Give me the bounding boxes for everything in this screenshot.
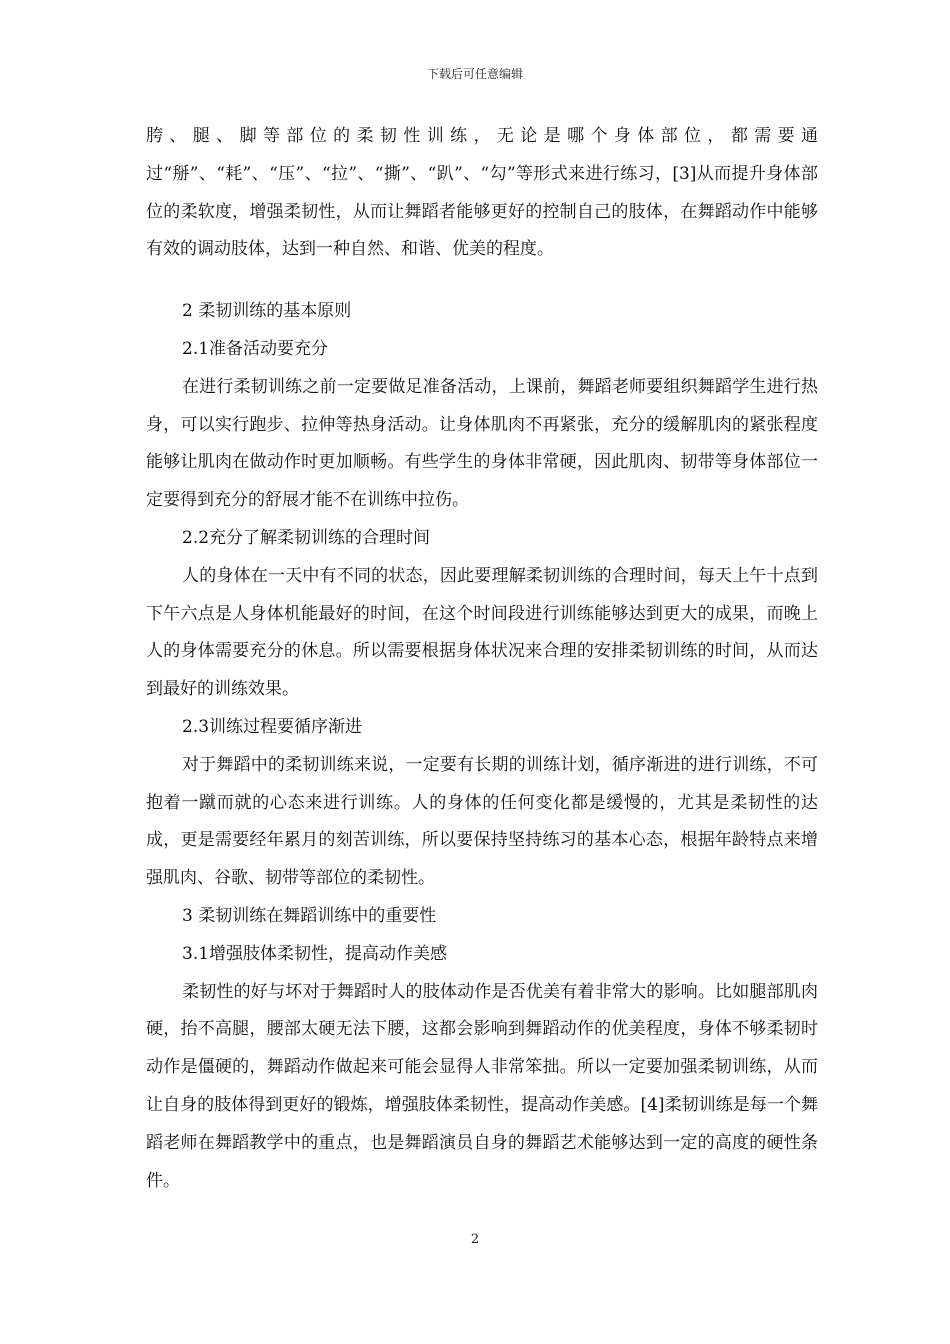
page-number: 2 — [470, 1232, 480, 1247]
paragraph-2-3: 对于舞蹈中的柔韧训练来说，一定要有长期的训练计划，循序渐进的进行训练，不可抱着一蹴而就的心态来进行训练。人的身体的任何变化都是缓慢的，尤其是柔韧性的达成，更是需要经年累月的刻苦训练，所以要保持坚持练习的基本心态，根据年龄特点来增强肌肉、谷歌、韧带等部位的柔韧性。 — [146, 754, 818, 889]
paragraph-3-1: 柔韧性的好与坏对于舞蹈时人的肢体动作是否优美有着非常大的影响。比如腿部肌肉硬，抬不高腿，腰部太硬无法下腰，这都会影响到舞蹈动作的优美程度，身体不够柔韧时动作是僵硬的，舞蹈动作做起来可能会显得人非常笨拙。所以一定要加强柔韧训练，从而让自身的肢体得到更好的锻炼，增强肢体柔韧性，提高动作美感。[4]柔韧训练是每一个舞蹈老师在舞蹈教学中的重点，也是舞蹈演员自身的舞蹈艺术能够达到一定的高度的硬性条件。 — [146, 981, 818, 1191]
paragraph-2-2: 人的身体在一天中有不同的状态，因此要理解柔韧训练的合理时间，每天上午十点到下午六点是人身体机能最好的时间，在这个时间段进行训练能够达到更大的成果，而晚上人的身体需要充分的休息。所以需要根据身体状况来合理的安排柔韧训练的时间，从而达到最好的训练效果。 — [146, 565, 818, 700]
subheading-3-1: 3.1增强肢体柔韧性，提高动作美感 — [182, 943, 448, 964]
section-heading-3: 3 柔韧训练在舞蹈训练中的重要性 — [182, 905, 437, 926]
paragraph-2-1: 在进行柔韧训练之前一定要做足准备活动，上课前，舞蹈老师要组织舞蹈学生进行热身，可以实行跑步、拉伸等热身活动。让身体肌肉不再紧张，充分的缓解肌肉的紧张程度能够让肌肉在做动作时更加顺畅。有些学生的身体非常硬，因此肌肉、韧带等身体部位一定要得到充分的舒展才能不在训练中拉伤。 — [146, 376, 818, 511]
document-body — [146, 118, 818, 1200]
subheading-2-3: 2.3训练过程要循序渐进 — [182, 716, 363, 737]
page-header: 下载后可任意编辑 — [426, 67, 523, 81]
section-gap — [146, 269, 818, 293]
subheading-2-1: 2.1准备活动要充分 — [182, 338, 329, 359]
paragraph-continuation: 胯、腿、脚等部位的柔韧性训练，无论是哪个身体部位，都需要通过“掰”、“耗”、“压”、“拉”、“撕”、“趴”、“勾”等形式来进行练习，[3]从而提升身体部位的柔软度，增强柔韧性，从而让舞蹈者能够更好的控制自己的肢体，在舞蹈动作中能够有效的调动肢体，达到一种自然、和谐、优美的程度。 — [146, 126, 818, 260]
subheading-2-2: 2.2充分了解柔韧训练的合理时间 — [182, 527, 431, 548]
section-heading-2: 2 柔韧训练的基本原则 — [182, 301, 352, 322]
